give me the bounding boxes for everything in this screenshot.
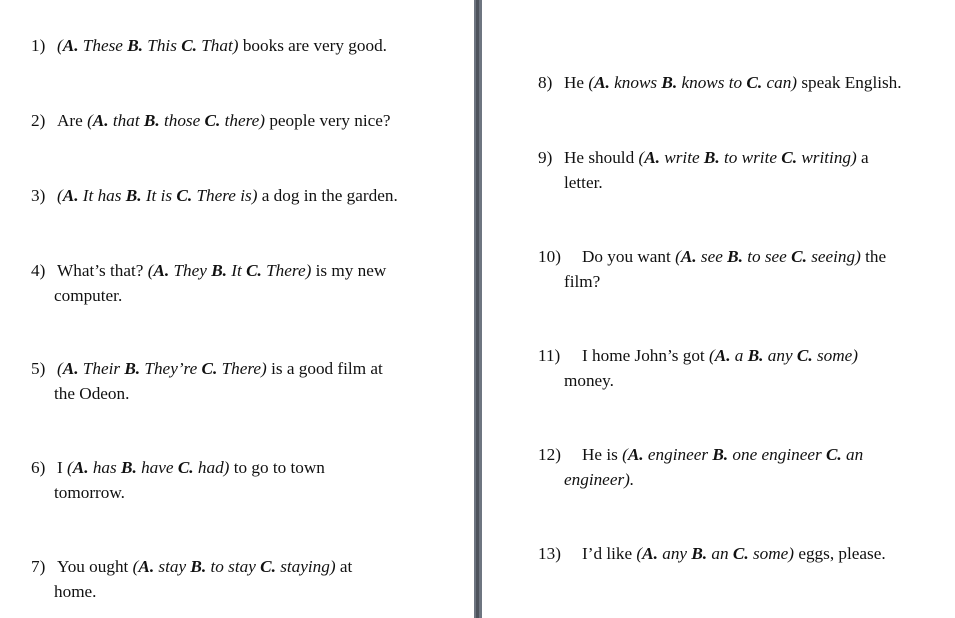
question-number: 7) [31,557,46,576]
option-text: It [231,261,242,280]
question-4 [31,258,386,308]
question-line [31,36,387,55]
option-text: This [147,36,177,55]
option-letter: C. [181,36,197,55]
question-text: I’d like [582,544,637,563]
question-number: 13) [538,544,561,563]
option-text: have [141,458,174,477]
option-letter: A. [138,557,155,576]
option-text: stay [158,557,187,576]
question-13 [538,541,886,566]
option-text: These [82,36,123,55]
option-text: one engineer [732,445,822,464]
option-letter: C. [791,247,807,266]
option-text: some [752,544,789,563]
option-letter: B. [190,557,207,576]
question-continuation: home. [54,582,97,601]
question-continuation: film? [564,272,601,291]
question-line [31,111,391,130]
option-text: see [700,247,723,266]
answer-options: (A. Their B. They’re C. There) [57,359,267,378]
option-letter: C. [201,359,218,378]
option-text: to write [723,148,777,167]
question-8 [538,70,902,95]
question-number: 9) [538,148,553,167]
option-letter: A. [72,458,89,477]
option-letter: B. [143,111,160,130]
option-text: engineer [647,445,709,464]
option-text: Their [82,359,121,378]
option-text: had [197,458,224,477]
question-5 [31,356,383,406]
option-text: that [112,111,140,130]
answer-options: (A. see B. to see C. seeing) [675,247,861,266]
question-line [538,346,858,365]
option-text: It has [82,186,122,205]
option-letter: A. [92,111,109,130]
question-continuation: money. [564,371,614,390]
question-number: 8) [538,73,553,92]
question-number: 5) [31,359,46,378]
option-text: writing [801,148,852,167]
option-letter: C. [246,261,262,280]
option-text: knows [614,73,658,92]
option-letter: C. [177,458,194,477]
answer-options: (A. These B. This C. That) [57,36,239,55]
question-line [538,73,902,92]
option-letter: A. [62,36,79,55]
question-7 [31,554,352,604]
question-text: He [564,73,589,92]
question-text: You ought [57,557,133,576]
question-line [31,186,398,205]
option-text: has [92,458,117,477]
question-text: eggs, please. [794,544,886,563]
option-text: some [816,346,853,365]
option-text: staying [280,557,330,576]
option-text: any [767,346,793,365]
question-continuation: engineer). [564,470,635,489]
question-2 [31,108,391,133]
option-text: There [266,261,306,280]
option-letter: B. [125,186,142,205]
option-letter: B. [747,346,764,365]
answer-options: (A. It has B. It is C. There is) [57,186,258,205]
option-letter: C. [204,111,221,130]
question-line [538,544,886,563]
answer-options: (A. stay B. to stay C. staying) [132,557,336,576]
question-text: the [860,247,887,266]
option-text: It is [145,186,173,205]
option-letter: C. [176,186,193,205]
option-letter: C. [825,445,842,464]
option-text: those [163,111,201,130]
option-letter: A. [153,261,170,280]
left-column [0,0,474,618]
question-text: He is [582,445,623,464]
question-11 [538,343,858,393]
question-text: to go to town [229,458,325,477]
question-number: 6) [31,458,46,477]
answer-options: (A. write B. to write C. writing) [638,148,857,167]
question-line [31,261,386,280]
option-text: there [224,111,260,130]
option-letter: A. [627,445,644,464]
question-line [31,359,383,378]
question-text: books are very good. [238,36,387,55]
question-text: at [335,557,353,576]
question-text: Are [57,111,88,130]
option-letter: B. [127,36,143,55]
option-letter: B. [691,544,708,563]
question-text: He should [564,148,639,167]
option-text: There is [196,186,252,205]
question-continuation: tomorrow. [54,483,125,502]
option-letter: B. [124,359,141,378]
question-text: is my new [311,261,387,280]
answer-options: (A. knows B. knows to C. can) [588,73,798,92]
option-letter: B. [727,247,743,266]
option-letter: C. [260,557,276,576]
question-10 [538,244,886,294]
question-number: 2) [31,111,46,130]
option-text: knows to [681,73,743,92]
option-letter: C. [746,73,763,92]
question-3 [31,183,398,208]
option-letter: B. [661,73,678,92]
option-letter: A. [642,544,658,563]
option-text: an [846,445,864,464]
question-number: 4) [31,261,46,280]
option-text: a [734,346,744,365]
question-line [538,445,863,464]
option-letter: A. [644,148,660,167]
option-text: write [664,148,700,167]
option-text: to see [747,247,787,266]
answer-options: (A. any B. an C. some) [636,544,795,563]
option-letter: C. [796,346,813,365]
question-continuation: computer. [54,286,123,305]
question-continuation: letter. [564,173,603,192]
option-letter: A. [714,346,731,365]
question-text: What’s that? [57,261,148,280]
answer-options: (A. They B. It C. There) [147,261,312,280]
question-number: 1) [31,36,46,55]
option-text: They’re [144,359,198,378]
option-text: to stay [210,557,256,576]
option-letter: A. [594,73,610,92]
right-column [482,0,955,618]
question-text: speak English. [797,73,902,92]
option-text: seeing [811,247,856,266]
question-number: 3) [31,186,46,205]
option-text: That [201,36,233,55]
answer-options: (A. a B. any C. some) [709,346,858,365]
option-letter: A. [62,359,79,378]
question-line [31,557,352,576]
question-text: people very nice? [265,111,391,130]
option-letter: C. [732,544,749,563]
question-text: a [856,148,869,167]
option-letter: B. [121,458,137,477]
question-6 [31,455,325,505]
column-divider [474,0,482,618]
question-text: is a good film at [266,359,383,378]
option-letter: B. [703,148,720,167]
option-text: any [662,544,688,563]
question-9 [538,145,869,195]
question-line [31,458,325,477]
question-12 [538,442,863,492]
option-letter: A. [680,247,697,266]
answer-options: (A. engineer B. one engineer C. an [622,445,864,464]
question-text: I [57,458,68,477]
option-letter: A. [62,186,79,205]
question-number: 12) [538,445,561,464]
question-number: 10) [538,247,561,266]
question-continuation: the Odeon. [54,384,130,403]
question-1 [31,33,387,58]
question-line [538,148,869,167]
question-text: a dog in the garden. [257,186,398,205]
option-letter: B. [712,445,729,464]
question-number: 11) [538,346,561,365]
option-letter: B. [211,261,227,280]
question-text: Do you want [582,247,676,266]
option-text: There [221,359,262,378]
option-text: can [766,73,792,92]
answer-options: (A. that B. those C. there) [87,111,266,130]
option-text: They [173,261,207,280]
answer-options: (A. has B. have C. had) [67,458,230,477]
question-line [538,247,886,266]
option-text: an [711,544,729,563]
option-letter: C. [781,148,798,167]
question-text: I home John’s got [582,346,709,365]
